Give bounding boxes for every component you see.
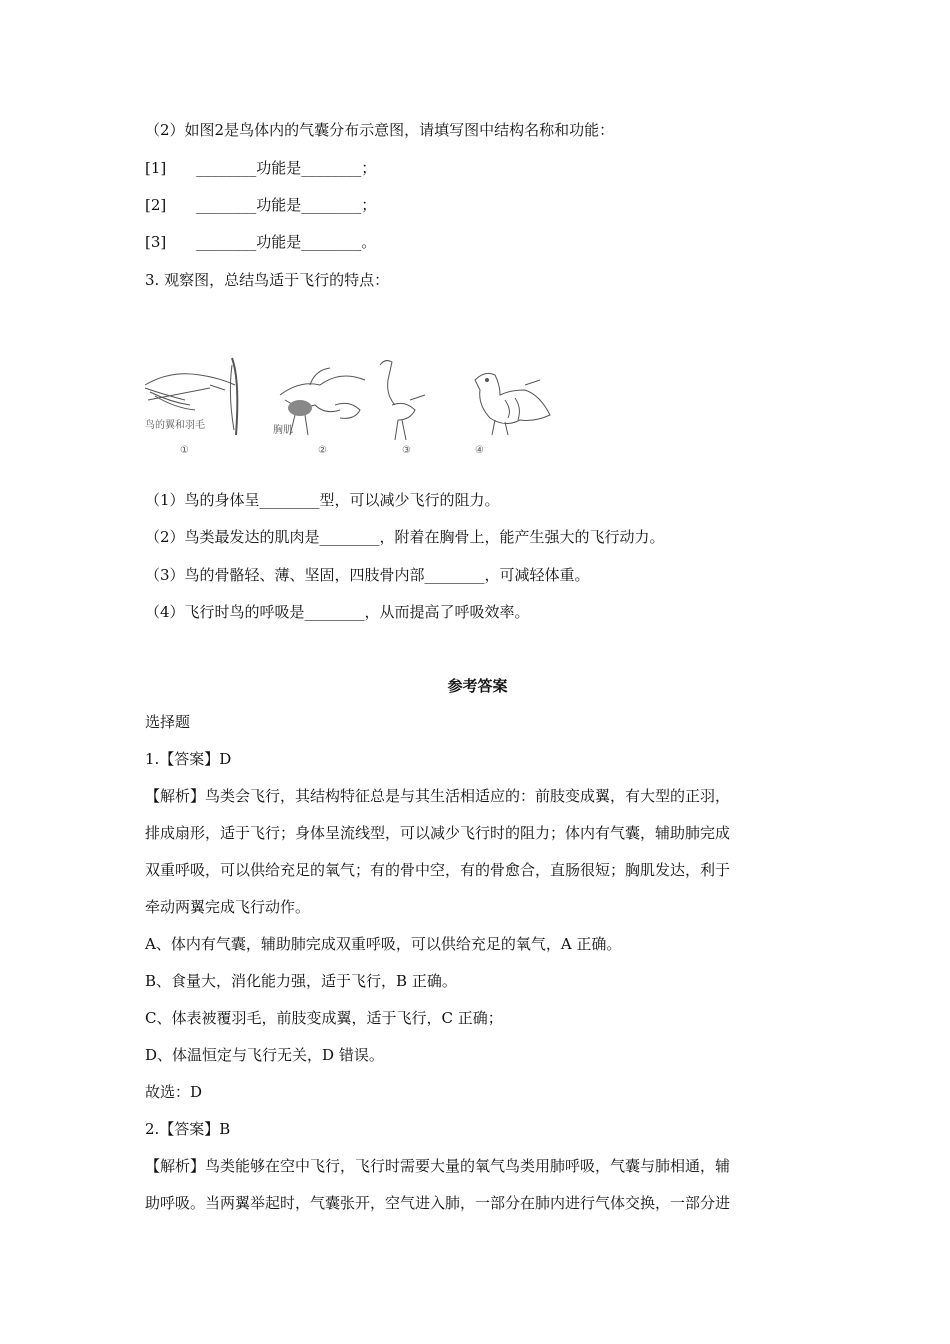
answer-2: 2.【答案】B [145, 1120, 231, 1138]
answers-section: 选择题 [145, 713, 191, 731]
analysis-1-line-1: 【解析】鸟类会飞行，其结构特征总是与其生活相适应的：前肢变成翼，有大型的正羽， [145, 787, 731, 805]
figure-label-wing: 鸟的翼和羽毛 [145, 420, 205, 431]
analysis-1-line-4: 牵动两翼完成飞行动作。 [145, 898, 311, 916]
bird-flight-figure [140, 340, 570, 470]
figure-number-4: ④ [475, 445, 484, 456]
bird-standing-illustration [380, 361, 425, 440]
analysis-2-line-2: 助呼吸。当两翼举起时，气囊张开，空气进入肺，一部分在肺内进行气体交换，一部分进 [145, 1194, 731, 1212]
answers-heading: 参考答案 [447, 677, 508, 695]
q3-item-2: （2）鸟类最发达的肌肉是________，附着在胸骨上，能产生强大的飞行动力。 [145, 528, 665, 546]
q3-item-3: （3）鸟的骨骼轻、薄、坚固，四肢骨内部________，可减轻体重。 [145, 566, 590, 584]
figure-number-3: ③ [402, 445, 411, 456]
option-c: C、体表被覆羽毛，前肢变成翼，适于飞行，C 正确； [145, 1009, 503, 1027]
answer-1: 1.【答案】D [145, 750, 232, 768]
option-a: A、体内有气囊，辅助肺完成双重呼吸，可以供给充足的氧气，A 正确。 [145, 935, 622, 953]
q3-title: 3. 观察图，总结鸟适于飞行的特点： [145, 271, 390, 289]
q2-item-3: [3] ________功能是________。 [145, 233, 377, 251]
analysis-1-line-3: 双重呼吸，可以供给充足的氧气；有的骨中空，有的骨愈合，直肠很短；胸肌发达，利于 [145, 861, 731, 879]
analysis-1-line-2: 排成扇形，适于飞行；身体呈流线型，可以减少飞行时的阻力；体内有气囊，辅助肺完成 [145, 824, 731, 842]
figure-label-chest: 胸肌 [273, 425, 293, 436]
q3-item-4: （4）飞行时鸟的呼吸是________，从而提高了呼吸效率。 [145, 603, 530, 621]
bird-illustrations [140, 340, 570, 470]
figure-number-1: ① [180, 445, 189, 456]
analysis-2-line-1: 【解析】鸟类能够在空中飞行，飞行时需要大量的氧气鸟类用肺呼吸，气囊与肺相通，辅 [145, 1157, 731, 1175]
pigeon-air-sacs-illustration [475, 373, 550, 435]
option-b: B、食量大，消化能力强，适于飞行，B 正确。 [145, 972, 457, 990]
q2-item-2: [2] ________功能是________； [145, 196, 377, 214]
q2-item-1: [1] ________功能是________； [145, 159, 377, 177]
conclusion-1: 故选：D [145, 1083, 203, 1101]
option-d: D、体温恒定与飞行无关，D 错误。 [145, 1046, 384, 1064]
figure-number-2: ② [318, 445, 327, 456]
q3-item-1: （1）鸟的身体呈________型，可以减少飞行的阻力。 [145, 491, 500, 509]
q2-intro: （2）如图2是鸟体内的气囊分布示意图，请填写图中结构名称和功能： [145, 121, 615, 139]
